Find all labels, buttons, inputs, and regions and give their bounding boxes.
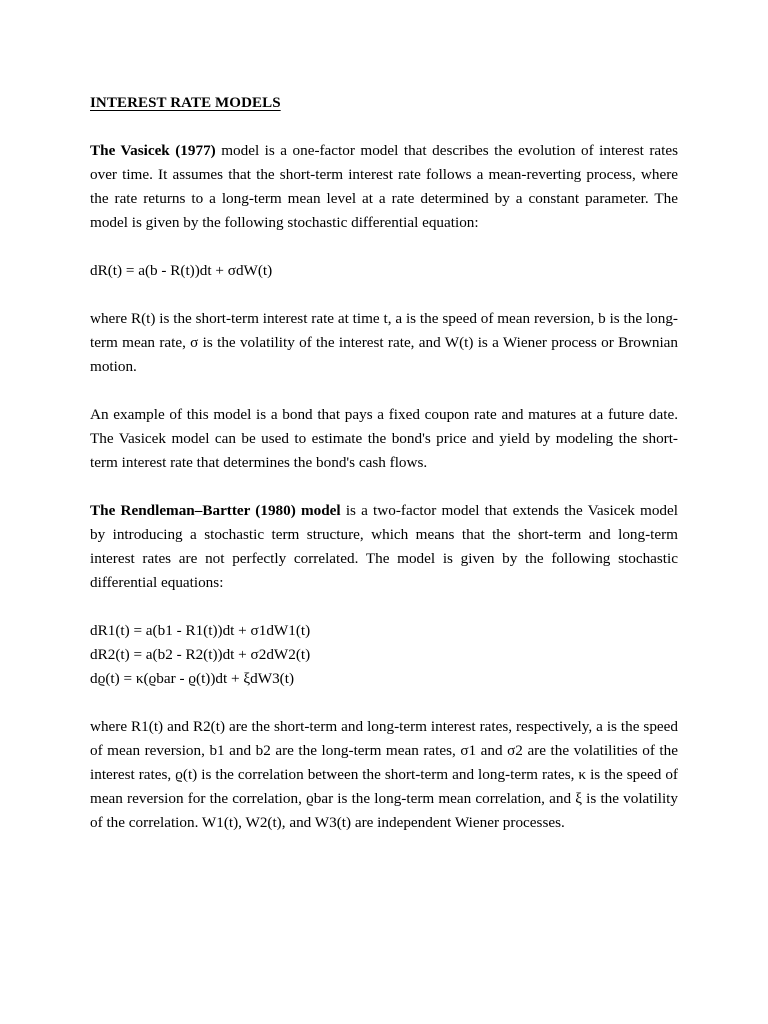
vasicek-intro-text: model is a one-factor model that describes the evolution of interest rates over time. It assumes that the short-term interest rate follows a mean-reverting process, where the rate returns to a long-term mean level at a rate determined by a constant parameter. The model is given by the following stochastic differential equation:: [90, 142, 678, 231]
vasicek-example-paragraph: An example of this model is a bond that pays a fixed coupon rate and matures at a future date. The Vasicek model can be used to estimate the bond's price and yield by modeling the short-term interest rate that determines the bond's cash flows.: [90, 406, 678, 471]
vasicek-equation: dR(t) = a(b - R(t))dt + σdW(t): [90, 262, 273, 279]
rendleman-intro-paragraph: [90, 499, 678, 595]
document-title: INTEREST RATE MODELS: [90, 95, 281, 111]
rendleman-equation-1: dR1(t) = a(b1 - R1(t))dt + σ1dW1(t): [90, 622, 311, 639]
rendleman-intro-text: is a two-factor model that extends the Vasicek model by introducing a stochastic term structure, which means that the short-term and long-term interest rates are not perfectly correlated. The model is given by the following stochastic differential equations:: [90, 502, 678, 591]
vasicek-explanation-paragraph: where R(t) is the short-term interest rate at time t, a is the speed of mean reversion, b is the long-term mean rate, σ is the volatility of the interest rate, and W(t) is a Wiener process or Brownian motion.: [90, 310, 678, 375]
rendleman-intro-bold: The Rendleman–Bartter (1980) model: [90, 502, 341, 519]
rendleman-equation-3: dϱ(t) = κ(ϱbar - ϱ(t))dt + ξdW3(t): [90, 670, 295, 687]
rendleman-equation-2: dR2(t) = a(b2 - R2(t))dt + σ2dW2(t): [90, 646, 311, 663]
vasicek-intro-paragraph: [90, 139, 678, 235]
rendleman-equations: [90, 619, 678, 691]
rendleman-explanation-paragraph: where R1(t) and R2(t) are the short-term and long-term interest rates, respectively, a is the speed of mean reversion, b1 and b2 are the long-term mean rates, σ1 and σ2 are the volatilities of the interest rates, ϱ(t) is the correlation between the short-term and long-term rates, κ is the speed of mean reversion for the correlation, ϱbar is the long-term mean correlation, and ξ is the volatility of the correlation. W1(t), W2(t), and W3(t) are independent Wiener processes.: [90, 718, 678, 831]
vasicek-intro-bold: The Vasicek (1977): [90, 142, 216, 159]
